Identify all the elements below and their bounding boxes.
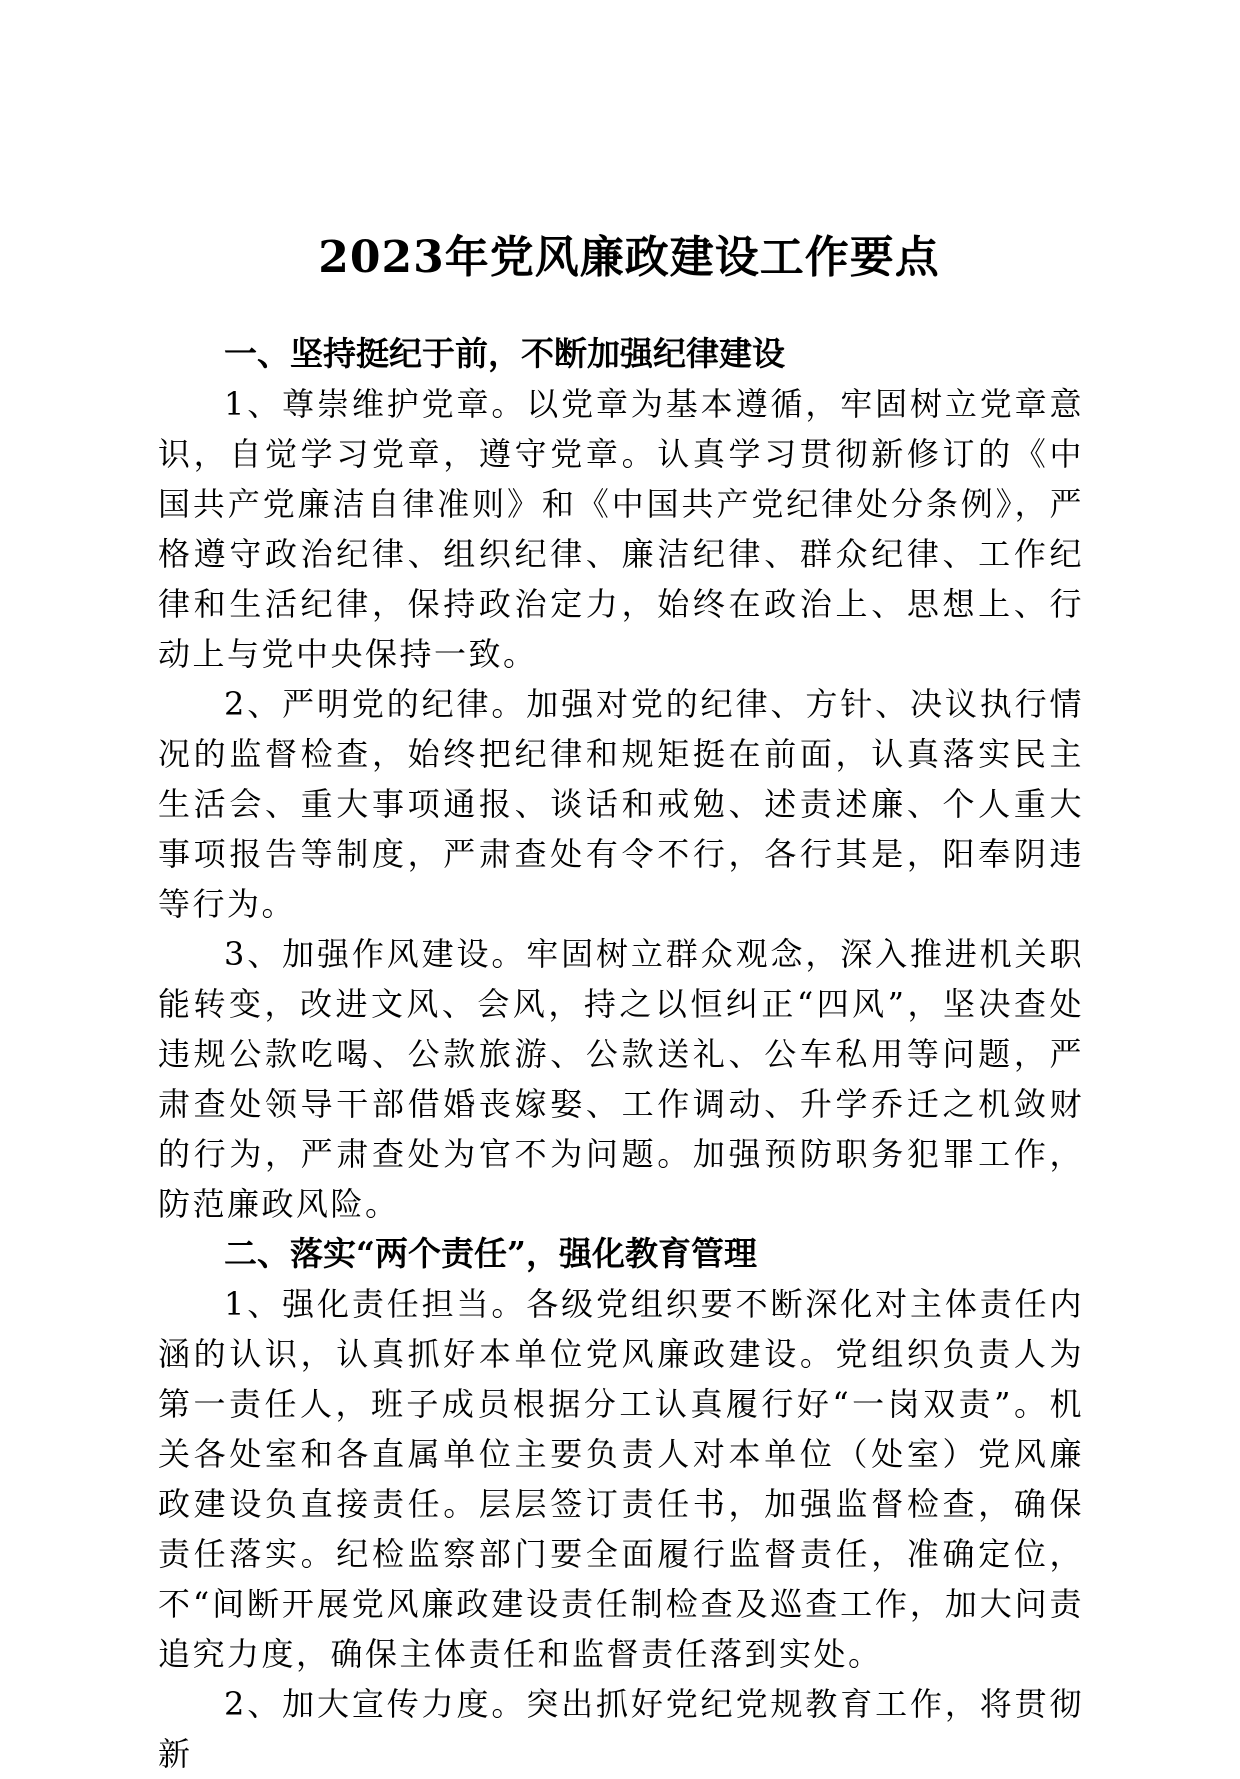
section-heading: 一、坚持挺纪于前，不断加强纪律建设 [224,334,785,373]
section-responsibility [158,1229,1084,1779]
paragraph: 1、强化责任担当。各级党组织要不断深化对主体责任内涵的认识，认真抓好本单位党风廉政建设。党组织负责人为第一责任人，班子成员根据分工认真履行好“一岗双责”。机关各处室和各直属单位主要负责人对本单位（处室）党风廉政建设负直接责任。层层签订责任书，加强监督检查，确保责任落实。纪检监察部门要全面履行监督责任，准确定位，不“间断开展党风廉政建设责任制检查及巡查工作，加大问责追究力度，确保主体责任和监督责任落到实处。 [158,1285,1084,1673]
document-title: 2023年党风廉政建设工作要点 [318,232,940,283]
document-body [158,329,1084,1779]
paragraph: 2、加大宣传力度。突出抓好党纪党规教育工作，将贯彻新 [158,1685,1084,1773]
paragraph: 2、严明党的纪律。加强对党的纪律、方针、决议执行情况的监督检查，始终把纪律和规矩挺在前面，认真落实民主生活会、重大事项通报、谈话和戒勉、述责述廉、个人重大事项报告等制度，严肃查处有令不行，各行其是，阳奉阴违等行为。 [158,685,1084,923]
section-heading: 二、落实“两个责任”，强化教育管理 [224,1234,757,1273]
paragraph: 1、尊崇维护党章。以党章为基本遵循，牢固树立党章意识，自觉学习党章，遵守党章。认真学习贯彻新修订的《中国共产党廉洁自律准则》和《中国共产党纪律处分条例》，严格遵守政治纪律、组织纪律、廉洁纪律、群众纪律、工作纪律和生活纪律，保持政治定力，始终在政治上、思想上、行动上与党中央保持一致。 [158,385,1084,673]
paragraph: 3、加强作风建设。牢固树立群众观念，深入推进机关职能转变，改进文风、会风，持之以恒纠正“四风”，坚决查处违规公款吃喝、公款旅游、公款送礼、公车私用等问题，严肃查处领导干部借婚丧嫁娶、工作调动、升学乔迁之机敛财的行为，严肃查处为官不为问题。加强预防职务犯罪工作，防范廉政风险。 [158,935,1084,1223]
section-discipline [158,329,1084,1229]
